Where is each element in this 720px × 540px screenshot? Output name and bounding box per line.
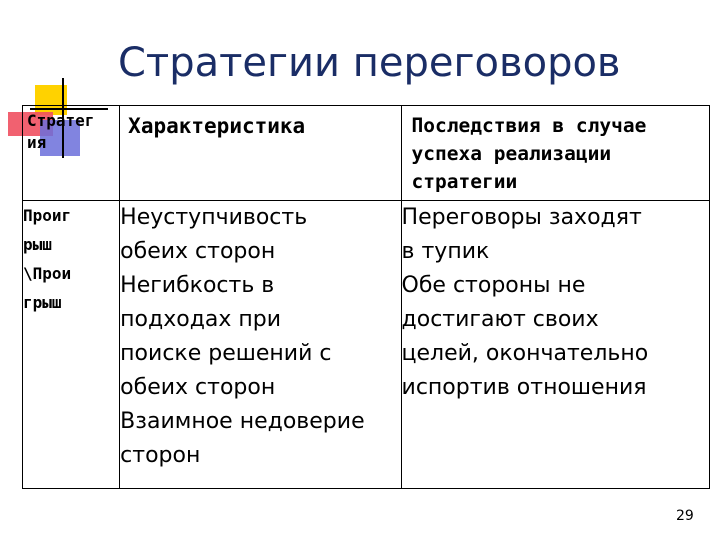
strategy-table [22, 105, 710, 489]
slide-title: Стратегии переговоров [118, 40, 621, 86]
table-row [23, 201, 710, 489]
table-header-row [23, 106, 710, 201]
cell-consequences: Переговоры заходят в тупик Обе стороны не достигают своих целей, окончательно испортив отношения [401, 201, 709, 489]
cell-strategy-lose-lose: Проиг рыш \Прои грыш [23, 201, 120, 489]
header-strategy: Стратег ия [23, 106, 120, 201]
page-number: 29 [676, 508, 694, 524]
header-consequences: Последствия в случае успеха реализации стратегии [401, 106, 709, 201]
header-characteristic: Характеристика [120, 106, 401, 201]
cell-characteristic: Неуступчивость обеих сторон Негибкость в подходах при поиске решений с обеих сторон Взаимное недоверие сторон [120, 201, 401, 489]
